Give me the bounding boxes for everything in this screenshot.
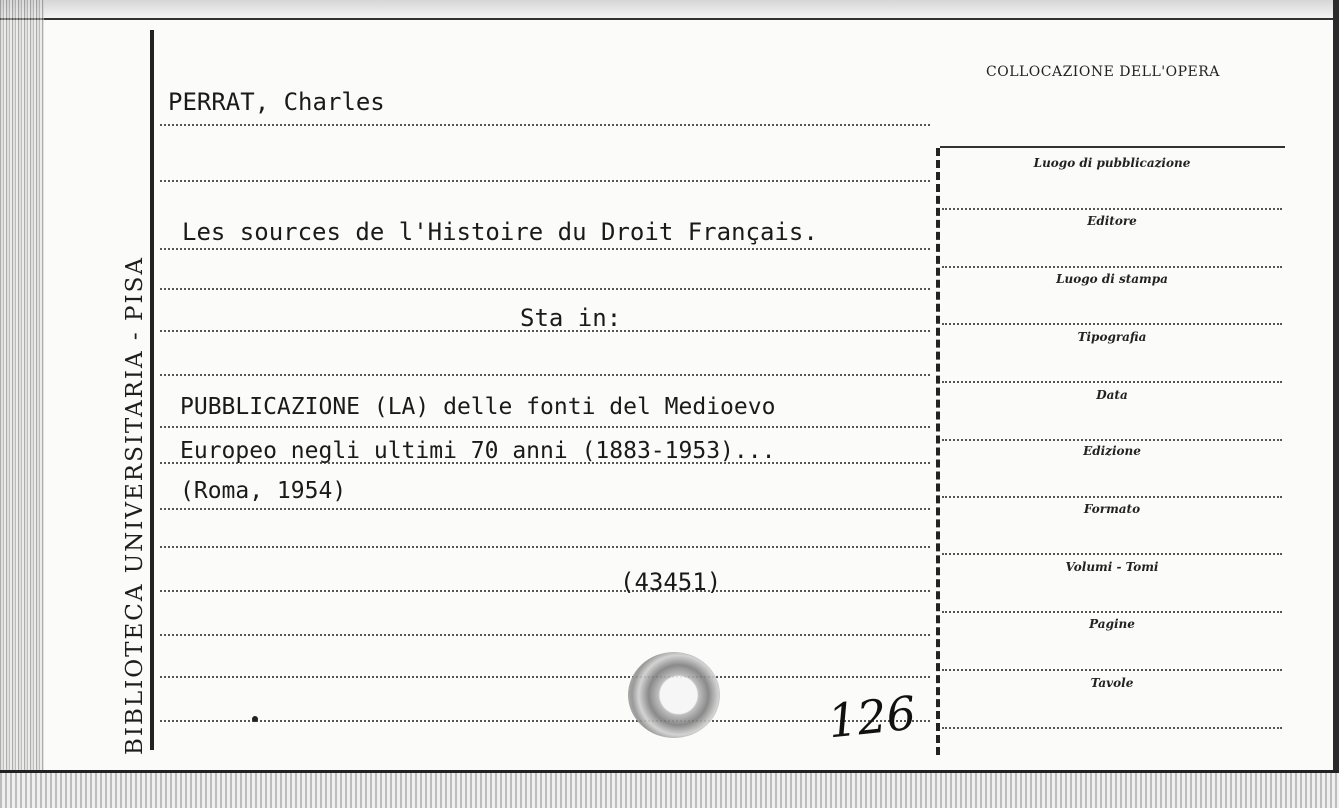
work-title: Les sources de l'Histoire du Droit Français.: [182, 218, 818, 246]
library-stamp: [628, 652, 720, 738]
field-luogo-stampa: Luogo di stampa: [1056, 272, 1168, 286]
field-formato: Formato: [1083, 502, 1141, 516]
field-tavole: Tavole: [1090, 676, 1134, 690]
field-volumi-tomi: Volumi - Tomi: [1065, 560, 1159, 574]
catalog-number: (43451): [620, 568, 722, 596]
collocazione-header: COLLOCAZIONE DELL'OPERA: [986, 64, 1220, 80]
field-data: Data: [1096, 388, 1128, 402]
source-line-1: PUBBLICAZIONE (LA) delle fonti del Medioevo: [180, 394, 776, 420]
card-bottom-edge: [0, 770, 1339, 808]
author-name: PERRAT, Charles: [168, 88, 385, 116]
rule-line: [160, 590, 930, 592]
source-line-2: Europeo negli ultimi 70 anni (1883-1953)...: [180, 438, 776, 464]
field-rule: [942, 208, 1282, 210]
field-editore: Editore: [1087, 214, 1137, 228]
field-rule: [942, 381, 1282, 383]
rule-line: [160, 508, 930, 510]
sta-in-label: Sta in:: [520, 304, 622, 332]
card-left-edge: [0, 0, 44, 805]
source-line-3: (Roma, 1954): [180, 478, 347, 504]
rule-line: [160, 374, 930, 376]
ink-dot: [252, 716, 258, 722]
field-rule: [942, 323, 1282, 325]
rule-line: [160, 180, 930, 182]
rule-line: [160, 248, 930, 250]
field-rule: [942, 553, 1282, 555]
field-edizione: Edizione: [1083, 444, 1141, 458]
field-rule: [942, 439, 1282, 441]
field-column-top: [940, 146, 1285, 148]
card-top-edge: [0, 0, 1339, 20]
rule-line: [160, 634, 930, 636]
card-right-edge: [1333, 0, 1339, 805]
field-rule: [942, 727, 1282, 729]
rule-line: [160, 288, 930, 290]
field-rule: [942, 496, 1282, 498]
rule-line: [160, 720, 930, 722]
rule-line: [160, 124, 930, 126]
column-divider: [936, 148, 940, 755]
rule-line: [160, 676, 930, 678]
field-rule: [942, 611, 1282, 613]
field-luogo-pubblicazione: Luogo di pubblicazione: [1033, 156, 1191, 170]
rule-line: [160, 426, 930, 428]
library-header: BIBLIOTECA UNIVERSITARIA - PISA: [122, 256, 148, 755]
field-rule: [942, 669, 1282, 671]
rule-line: [160, 546, 930, 548]
handwritten-note: 126: [825, 685, 919, 749]
field-pagine: Pagine: [1089, 617, 1135, 631]
field-tipografia: Tipografia: [1077, 330, 1147, 344]
field-rule: [942, 266, 1282, 268]
